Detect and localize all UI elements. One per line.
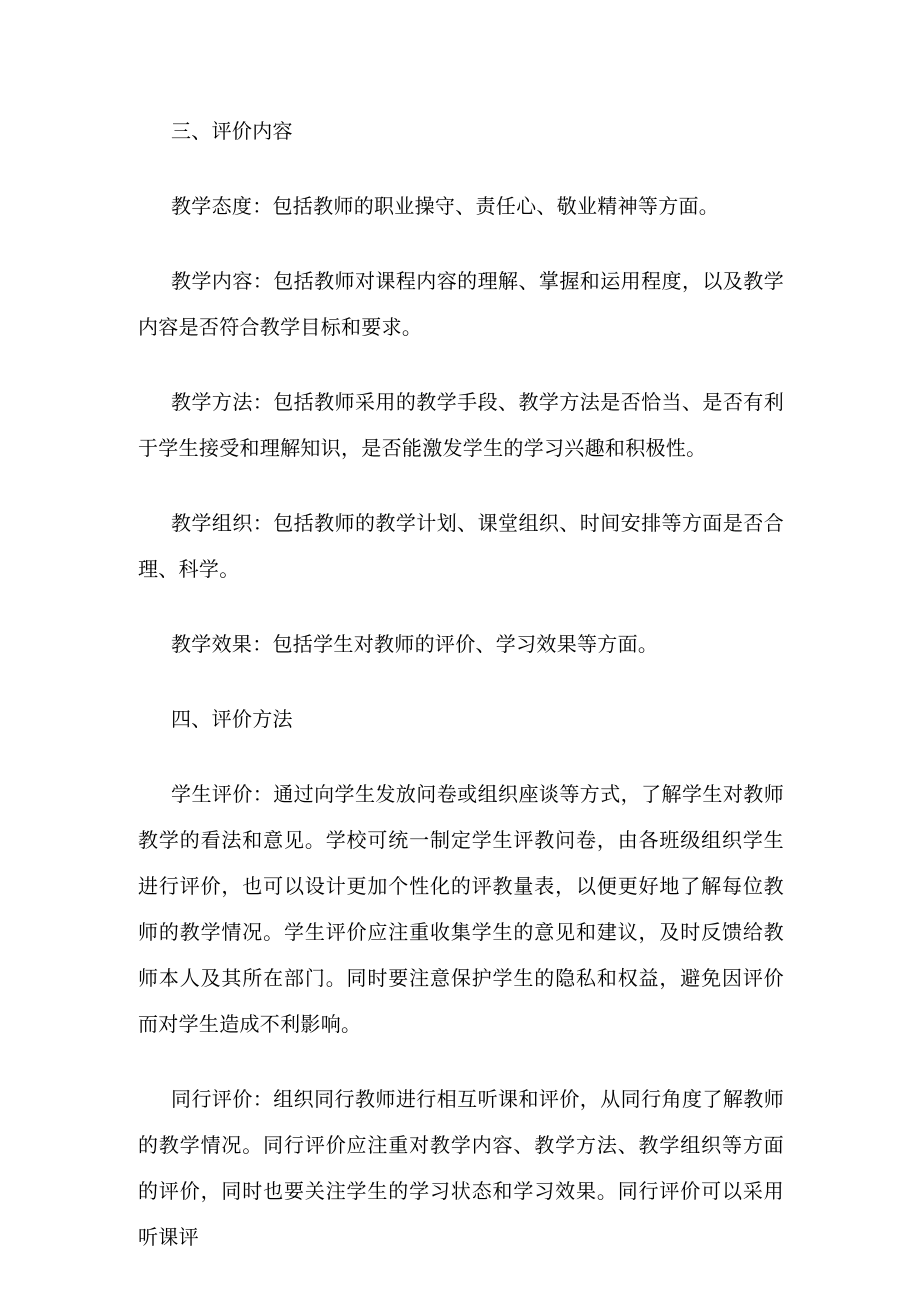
paragraph-student-evaluation: 学生评价：通过向学生发放问卷或组织座谈等方式，了解学生对教师教学的看法和意见。学校可统一制定学生评教问卷，由各班级组织学生进行评价，也可以设计更加个性化的评教量表，以便更好地了解每位教师的教学情况。学生评价应注重收集学生的意见和建议，及时反馈给教师本人及其所在部门。同时要注意保护学生的隐私和权益，避免因评价而对学生造成不利影响。: [138, 782, 784, 1036]
paragraph-teaching-method: 教学方法：包括教师采用的教学手段、教学方法是否恰当、是否有利于学生接受和理解知识，是否能激发学生的学习兴趣和积极性。: [138, 390, 784, 460]
paragraph-teaching-effect: 教学效果：包括学生对教师的评价、学习效果等方面。: [171, 632, 659, 656]
paragraph-peer-evaluation: 同行评价：组织同行教师进行相互听课和评价，从同行角度了解教师的教学情况。同行评价应注重对教学内容、教学方法、教学组织等方面的评价，同时也要关注学生的学习状态和学习效果。同行评价可以采用听课评: [138, 1087, 784, 1249]
paragraph-teaching-attitude: 教学态度：包括教师的职业操守、责任心、敬业精神等方面。: [171, 194, 720, 218]
paragraph-teaching-content: 教学内容：包括教师对课程内容的理解、掌握和运用程度，以及教学内容是否符合教学目标和要求。: [138, 269, 784, 339]
paragraph-teaching-organization: 教学组织：包括教师的教学计划、课堂组织、时间安排等方面是否合理、科学。: [138, 511, 784, 581]
section-heading-evaluation-content: 三、评价内容: [171, 119, 293, 143]
section-heading-evaluation-method: 四、评价方法: [171, 707, 293, 731]
